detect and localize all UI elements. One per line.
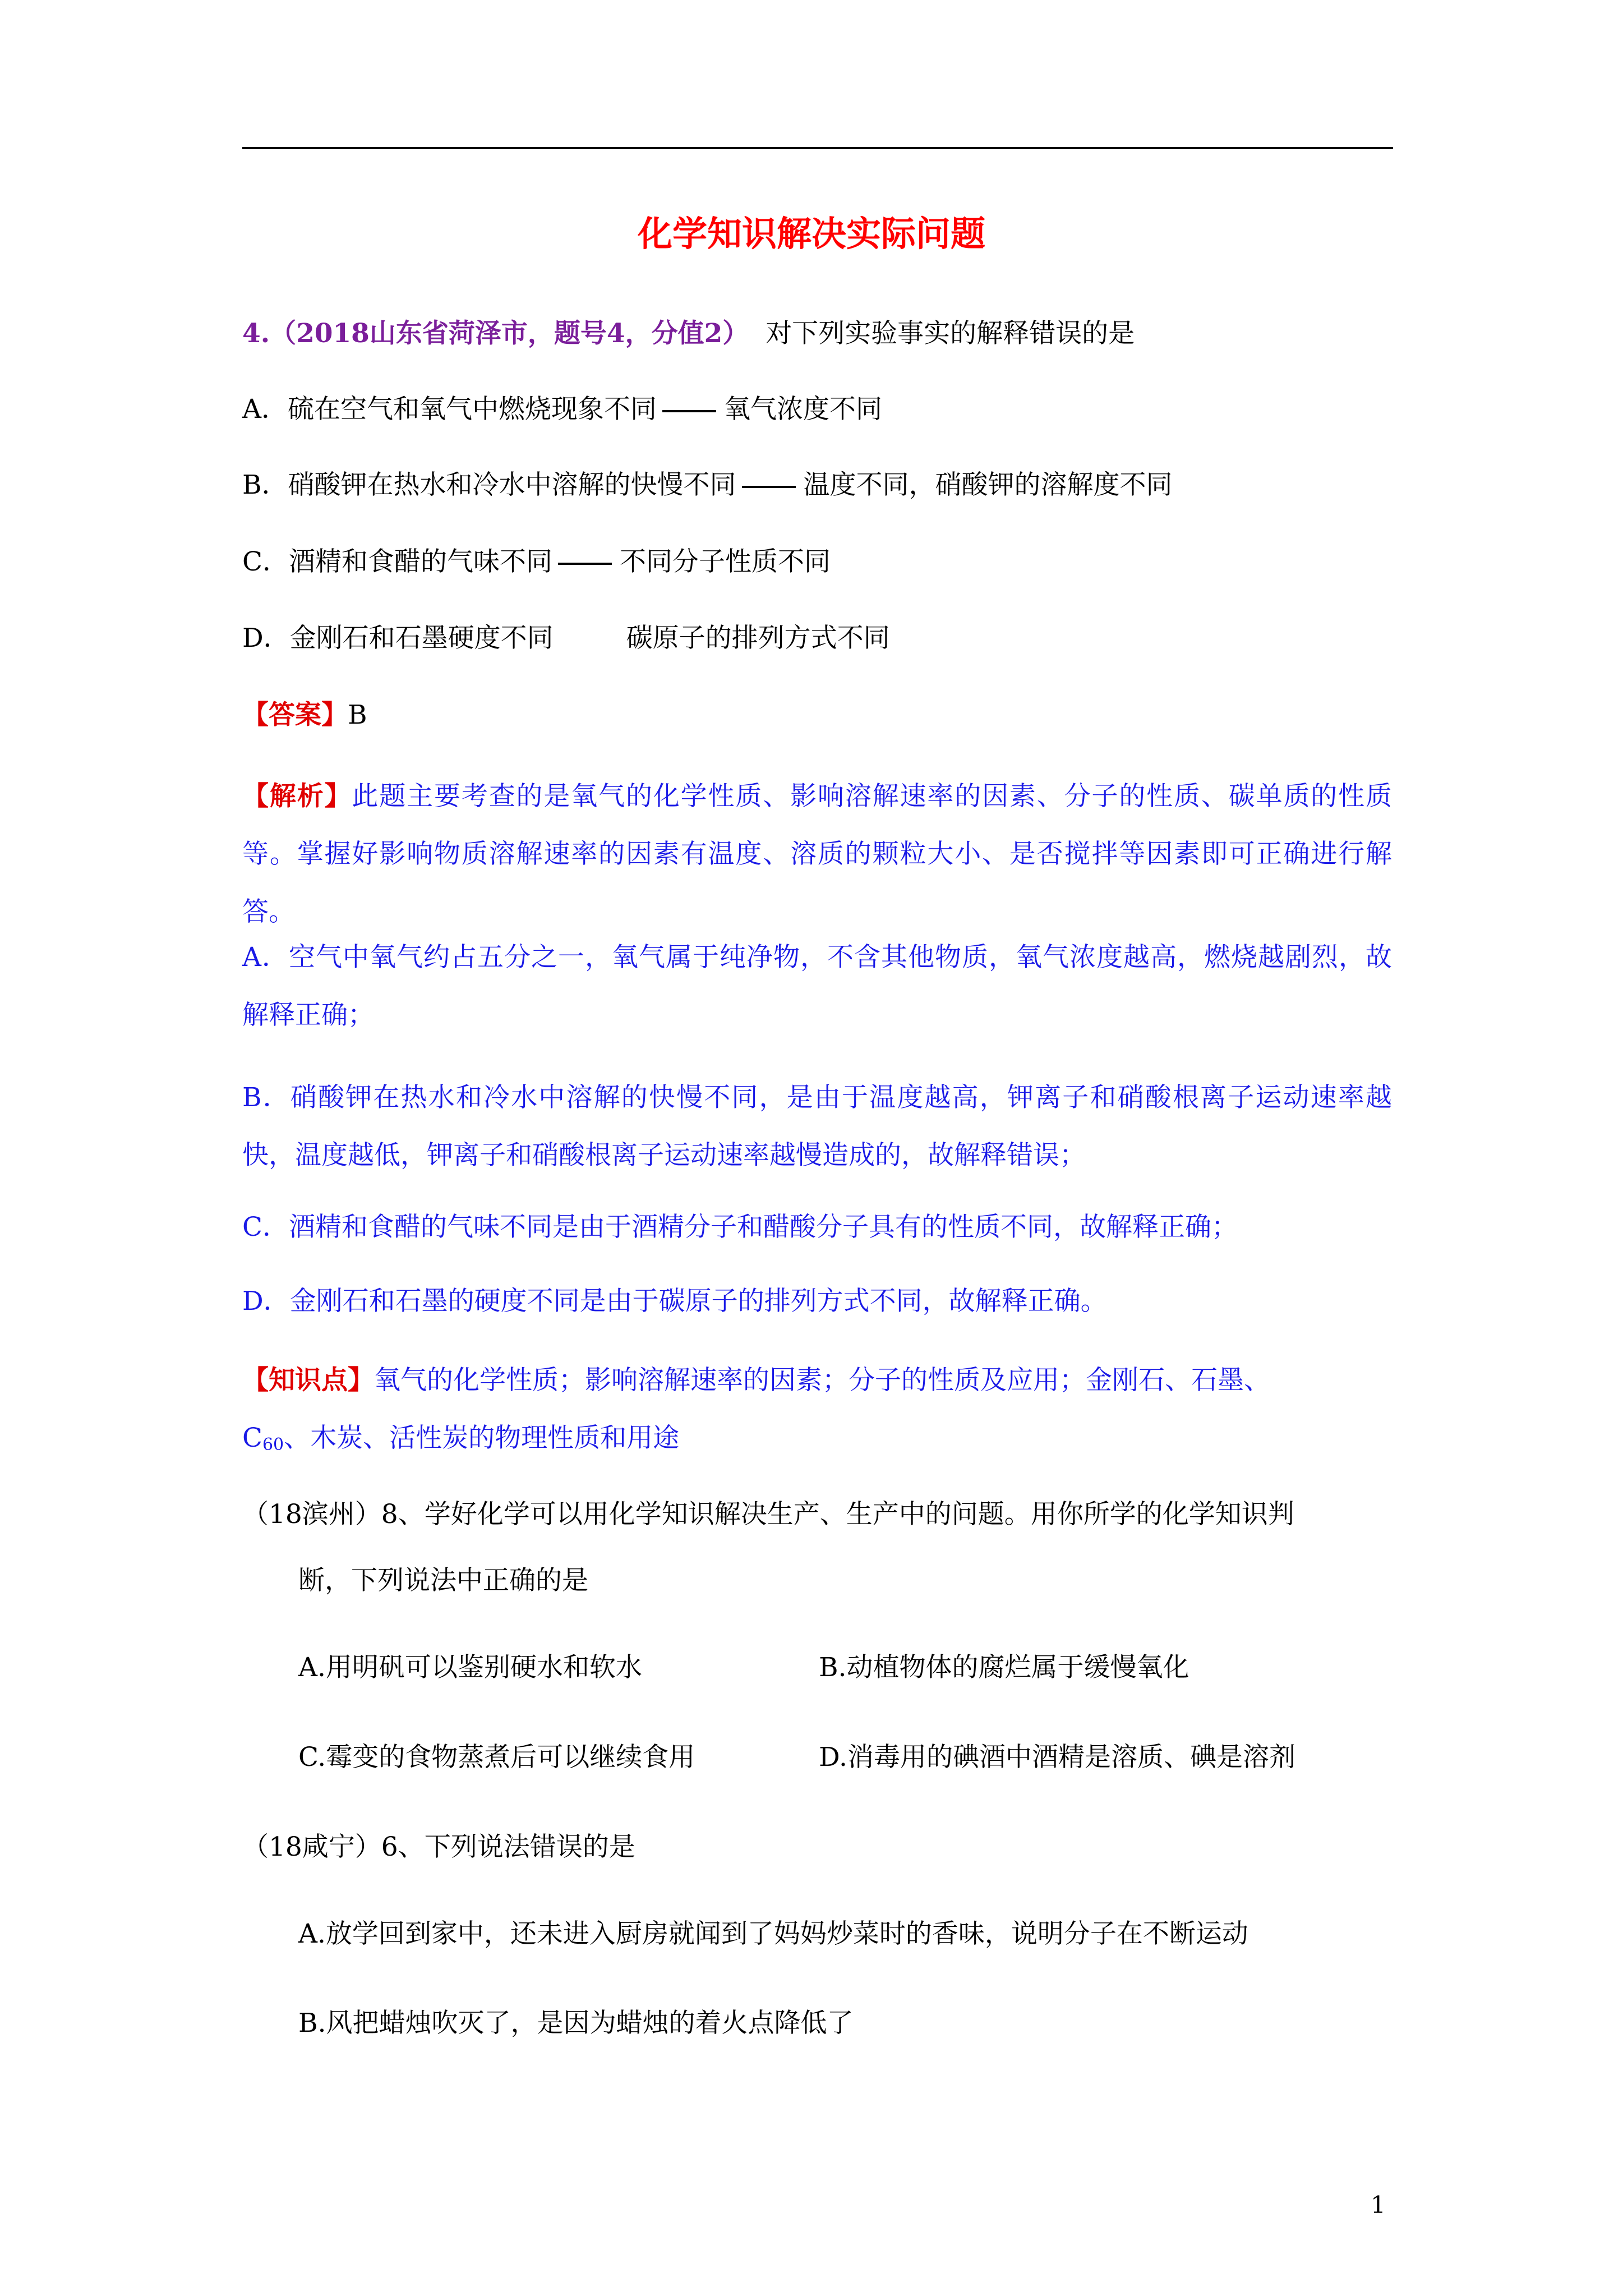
q4-option-d-right: 碳原子的排列方式不同 [626,623,890,654]
q4-option-d [242,619,890,658]
q4-option-a-right: 氧气浓度不同 [723,394,882,425]
analysis-label: 【解析】 [242,781,352,812]
answer-label: 【答案】 [242,700,348,730]
q4-option-c [242,542,831,582]
knowledge-c: C [242,1423,262,1453]
q4-option-a [242,390,882,429]
answer-value: B [348,700,367,730]
q8-option-a: A.用明矾可以鉴别硬水和软水 [298,1652,642,1683]
q4-explanation-d: D．金刚石和石墨的硬度不同是由于碳原子的排列方式不同，故解释正确。 [242,1286,1107,1317]
header-rule [242,147,1393,149]
dash-rule [662,410,716,412]
q6-option-a: A.放学回到家中，还未进入厨房就闻到了妈妈炒菜时的香味，说明分子在不断运动 [298,1918,1248,1949]
q6-stem: （18咸宁）6、下列说法错误的是 [242,1832,635,1862]
knowledge-c60 [242,1423,284,1453]
q4-number: 4. [242,318,270,349]
q8-option-c: C.霉变的食物蒸煮后可以继续食用 [298,1742,695,1773]
analysis-text: 此题主要考查的是氧气的化学性质、影响溶解速率的因素、分子的性质、碳单质的性质等。掌握好影响物质溶解速率的因素有温度、溶质的颗粒大小、是否搅拌等因素即可正确进行解答。 [242,781,1393,927]
q4-source: （2018山东省菏泽市，题号4，分值2） [270,318,749,349]
q8-stem-line1: （18滨州）8、学好化学可以用化学知识解决生产、生产中的问题。用你所学的化学知识判 [242,1499,1294,1530]
q4-explanation-c: C．酒精和食醋的气味不同是由于酒精分子和醋酸分子具有的性质不同，故解释正确； [242,1212,1238,1243]
q8-option-b: B.动植物体的腐烂属于缓慢氧化 [819,1652,1189,1683]
dash-rule [558,563,612,565]
dash-rule [742,486,796,488]
knowledge-text-b: 、木炭、活性炭的物理性质和用途 [284,1423,680,1453]
q4-stem [242,314,1135,353]
page-title: 化学知识解决实际问题 [637,213,985,254]
knowledge-text-a: 氧气的化学性质；影响溶解速率的因素；分子的性质及应用；金刚石、石墨、 [374,1365,1270,1396]
q4-option-d-left: D．金刚石和石墨硬度不同 [242,623,554,654]
knowledge-sub: 60 [262,1435,284,1455]
q4-option-b [242,466,1173,505]
q8-option-d: D.消毒用的碘酒中酒精是溶质、碘是溶剂 [819,1742,1295,1773]
q4-analysis [242,767,1392,941]
q4-answer [242,696,367,735]
q4-option-c-left: C．酒精和食醋的气味不同 [242,546,552,577]
q4-option-b-left: B．硝酸钾在热水和冷水中溶解的快慢不同 [242,470,736,500]
q4-explanation-b: B．硝酸钾在热水和冷水中溶解的快慢不同，是由于温度越高，钾离子和硝酸根离子运动速率越快，温度越低，钾离子和硝酸根离子运动速率越慢造成的，故解释错误； [242,1082,1392,1171]
q4-stem-text: 对下列实验事实的解释错误的是 [766,318,1135,349]
knowledge-label: 【知识点】 [242,1365,374,1396]
q4-explanation-a: A．空气中氧气约占五分之一，氧气属于纯净物，不含其他物质，氧气浓度越高，燃烧越剧烈，故解释正确； [242,942,1392,1030]
q4-option-a-left: A．硫在空气和氧气中燃烧现象不同 [242,394,657,425]
q6-option-b: B.风把蜡烛吹灭了，是因为蜡烛的着火点降低了 [298,2008,854,2039]
q4-option-c-right: 不同分子性质不同 [619,546,831,577]
q8-stem-line2: 断，下列说法中正确的是 [298,1565,588,1596]
page-number: 1 [1371,2191,1386,2219]
q4-option-b-right: 温度不同，硝酸钾的溶解度不同 [803,470,1173,500]
q4-knowledge [242,1351,1392,1474]
